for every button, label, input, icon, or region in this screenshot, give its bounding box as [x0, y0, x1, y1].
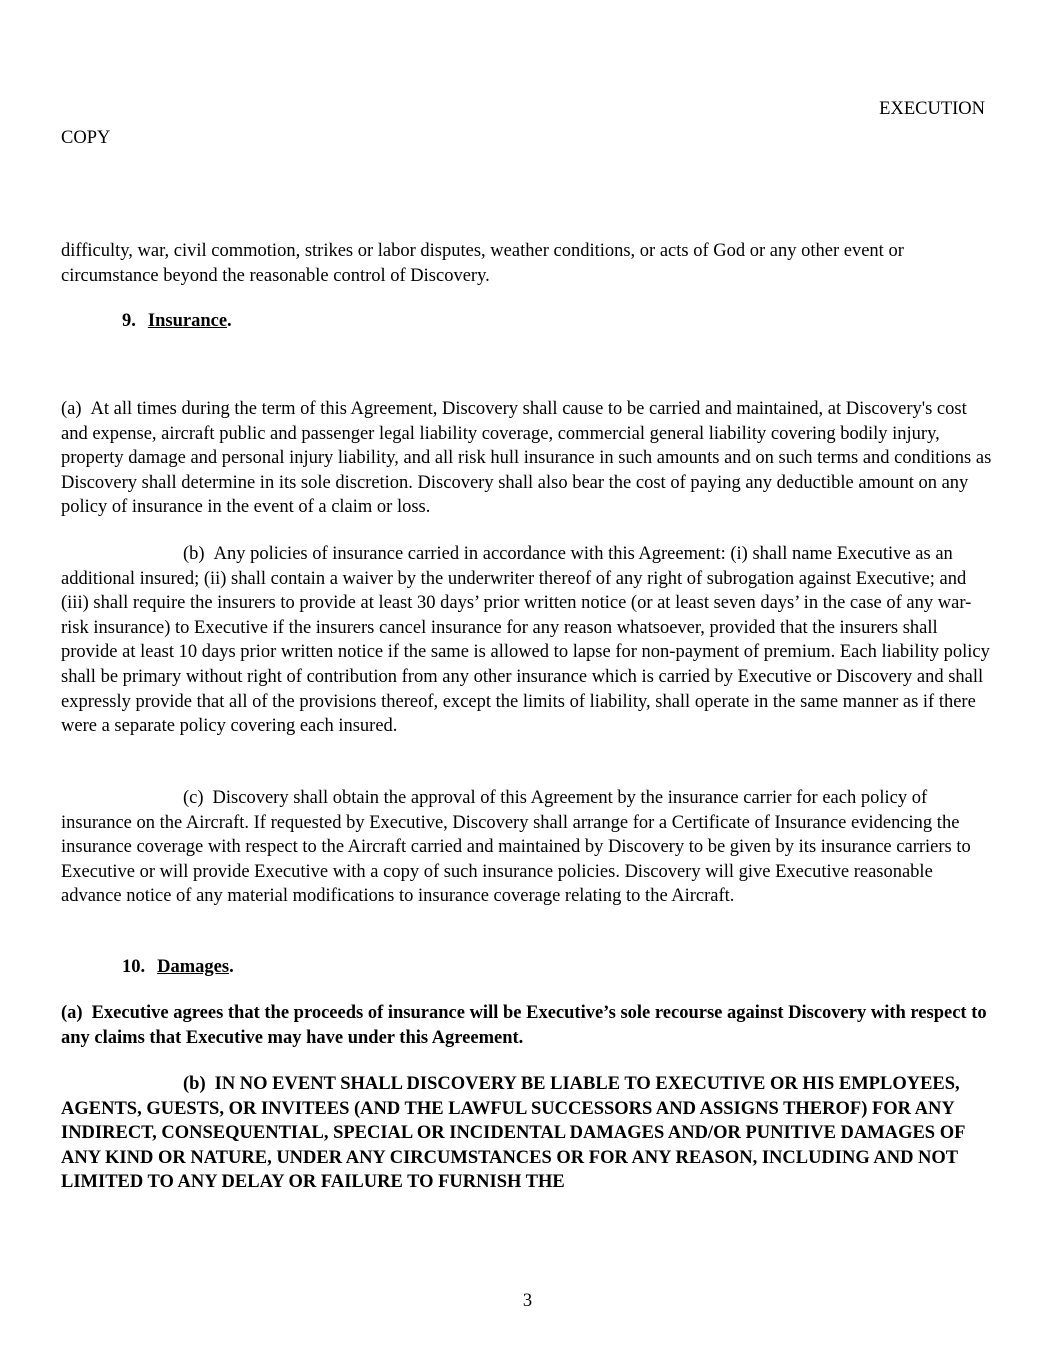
section-10a-text: Executive agrees that the proceeds of insurance will be Executive’s sole recourse against Discovery with respect to any claims that Executive may have under this Agreement. [61, 1003, 987, 1048]
section-9b-paragraph [61, 542, 996, 739]
section-9-number: 9. [122, 311, 136, 331]
section-9-heading: 9. Insurance. [122, 311, 232, 331]
section-10-title: Damages [157, 957, 230, 977]
header-execution: EXECUTION [879, 99, 985, 119]
page-number: 3 [522, 1291, 533, 1311]
section-10b-text: IN NO EVENT SHALL DISCOVERY BE LIABLE TO EXECUTIVE OR HIS EMPLOYEES, AGENTS, GUESTS, OR INVITEES (AND THE LAWFUL SUCCESSORS AND ASSIGNS THEROF) FOR ANY INDIRECT, CONSEQUENTIAL, SPECIAL OR INCIDENTAL DAMAGES AND/OR PUNITIVE DAMAGES OF ANY KIND OR NATURE, UNDER ANY CIRCUMSTANCES OR FOR ANY REASON, INCLUDING AND NOT LIMITED TO ANY DELAY OR FAILURE TO FURNISH THE [61, 1074, 965, 1193]
section-9-title: Insurance [147, 311, 228, 331]
section-10a-label: (a) [61, 1003, 83, 1023]
section-10a-paragraph [61, 1001, 996, 1050]
section-9a-paragraph [61, 397, 996, 520]
section-10b-label: (b) [183, 1074, 206, 1094]
section-9c-text: Discovery shall obtain the approval of this Agreement by the insurance carrier for each policy of insurance on the Aircraft. If requested by Executive, Discovery shall arrange for a Certificate of Insurance evidencing the insurance coverage with respect to the Aircraft carried and maintained by Discovery to be given by its insurance carriers to Executive or will provide Executive with a copy of such insurance policies. Discovery will give Executive reasonable advance notice of any material modifications to insurance coverage relating to the Aircraft. [61, 788, 971, 907]
section-9c-paragraph [61, 786, 996, 909]
section-9c-label: (c) [183, 788, 204, 808]
section-10b-paragraph [61, 1072, 996, 1195]
section-9b-text: Any policies of insurance carried in accordance with this Agreement: (i) shall name Executive as an additional insured; (ii) shall contain a waiver by the underwriter thereof of any right of subrogation against Executive; and (iii) shall require the insurers to provide at least 30 days’ prior written notice (or at least seven days’ in the case of any war-risk insurance) to Executive if the insurers cancel insurance for any reason whatsoever, provided that the insurers shall provide at least 10 days prior written notice if the same is allowed to lapse for non-payment of premium. Each liability policy shall be primary without right of contribution from any other insurance which is carried by Executive or Discovery and shall expressly provide that all of the provisions thereof, except the limits of liability, shall operate in the same manner as if there were a separate policy covering each insured. [61, 544, 990, 737]
header-copy: COPY [61, 128, 111, 148]
continuation-paragraph: difficulty, war, civil commotion, strikes or labor disputes, weather conditions, or acts of God or any other event or circumstance beyond the reasonable control of Discovery. [61, 241, 904, 286]
section-10-number: 10. [122, 957, 146, 977]
section-9a-label: (a) [61, 399, 82, 419]
section-9b-label: (b) [183, 544, 205, 564]
section-10-heading: 10. Damages. [122, 957, 234, 977]
section-9a-text: At all times during the term of this Agreement, Discovery shall cause to be carried and maintained, at Discovery's cost and expense, aircraft public and passenger legal liability coverage, commercial general liability covering bodily injury, property damage and personal injury liability, and all risk hull insurance in such amounts and on such terms and conditions as Discovery shall determine in its sole discretion. Discovery shall also bear the cost of paying any deductible amount on any policy of insurance in the event of a claim or loss. [61, 399, 992, 518]
